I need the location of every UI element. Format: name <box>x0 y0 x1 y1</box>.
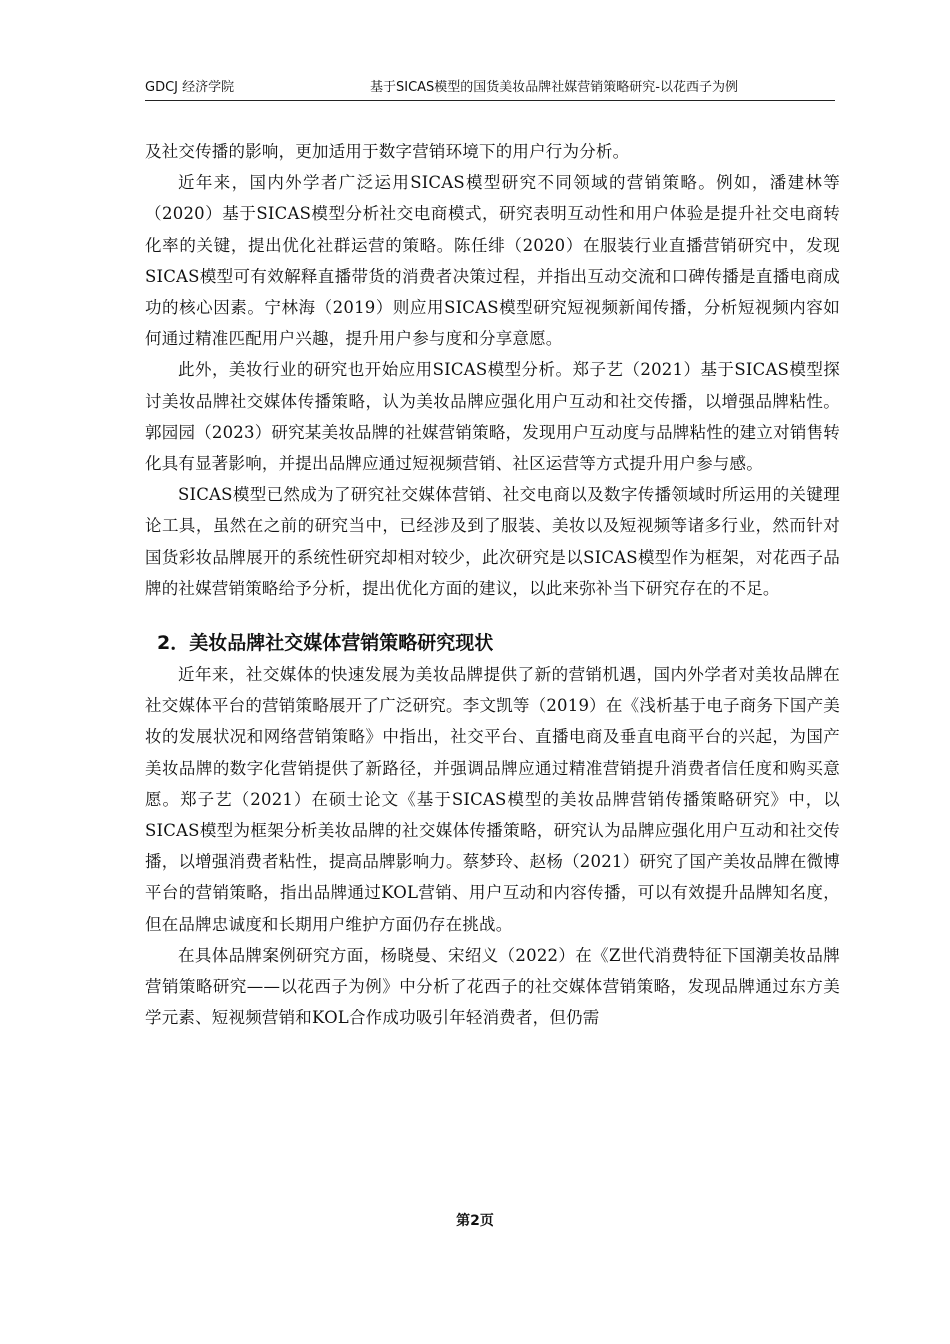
header-paper-title: 基于SICAS模型的国货美妆品牌社媒营销策略研究-以花西子为例 <box>370 80 738 95</box>
main-content <box>145 136 840 1033</box>
paragraph: 在具体品牌案例研究方面，杨晓曼、宋绍义（2022）在《Z世代消费特征下国潮美妆品牌营销策略研究——以花西子为例》中分析了花西子的社交媒体营销策略，发现品牌通过东方美学元素、短视频营销和KOL合作成功吸引年轻消费者，但仍需 <box>145 945 840 1028</box>
paragraph: 近年来，社交媒体的快速发展为美妆品牌提供了新的营销机遇，国内外学者对美妆品牌在社交媒体平台的营销策略展开了广泛研究。李文凯等（2019）在《浅析基于电子商务下国产美妆的发展状况和网络营销策略》中指出，社交平台、直播电商及垂直电商平台的兴起，为国产美妆品牌的数字化营销提供了新路径，并强调品牌应通过精准营销提升消费者信任度和购买意愿。郑子艺（2021）在硕士论文《基于SICAS模型的美妆品牌营销传播策略研究》中，以SICAS模型为框架分析美妆品牌的社交媒体传播策略，研究认为品牌应强化用户互动和社交传播，以增强消费者粘性，提高品牌影响力。蔡梦玲、赵杨（2021）研究了国产美妆品牌在微博平台的营销策略，指出品牌通过KOL营销、用户互动和内容传播，可以有效提升品牌知名度，但在品牌忠诚度和长期用户维护方面仍存在挑战。 <box>145 665 840 934</box>
header-institution: GDCJ 经济学院 <box>145 80 235 95</box>
paragraph-continued: 及社交传播的影响，更加适用于数字营销环境下的用户行为分析。 <box>145 142 630 161</box>
paragraph: 近年来，国内外学者广泛运用SICAS模型研究不同领域的营销策略。例如，潘建林等（2020）基于SICAS模型分析社交电商模式，研究表明互动性和用户体验是提升社交电商转化率的关键，提出优化社群运营的策略。陈任绯（2020）在服装行业直播营销研究中，发现SICAS模型可有效解释直播带货的消费者决策过程，并指出互动交流和口碑传播是直播电商成功的核心因素。宁林海（2019）则应用SICAS模型研究短视频新闻传播，分析短视频内容如何通过精准匹配用户兴趣，提升用户参与度和分享意愿。 <box>145 173 840 349</box>
page-number: 第2页 <box>456 1213 494 1229</box>
paragraph: SICAS模型已然成为了研究社交媒体营销、社交电商以及数字传播领域时所运用的关键理论工具，虽然在之前的研究当中，已经涉及到了服装、美妆以及短视频等诸多行业，然而针对国货彩妆品牌展开的系统性研究却相对较少，此次研究是以SICAS模型作为框架，对花西子品牌的社媒营销策略给予分析，提出优化方面的建议，以此来弥补当下研究存在的不足。 <box>145 485 840 598</box>
section-heading: 2．美妆品牌社交媒体营销策略研究现状 <box>157 632 494 655</box>
page-header <box>145 78 835 101</box>
paragraph: 此外，美妆行业的研究也开始应用SICAS模型分析。郑子艺（2021）基于SICAS模型探讨美妆品牌社交媒体传播策略，认为美妆品牌应强化用户互动和社交传播，以增强品牌粘性。郭园园（2023）研究某美妆品牌的社媒营销策略，发现用户互动度与品牌粘性的建立对销售转化具有显著影响，并提出品牌应通过短视频营销、社区运营等方式提升用户参与感。 <box>145 360 840 474</box>
